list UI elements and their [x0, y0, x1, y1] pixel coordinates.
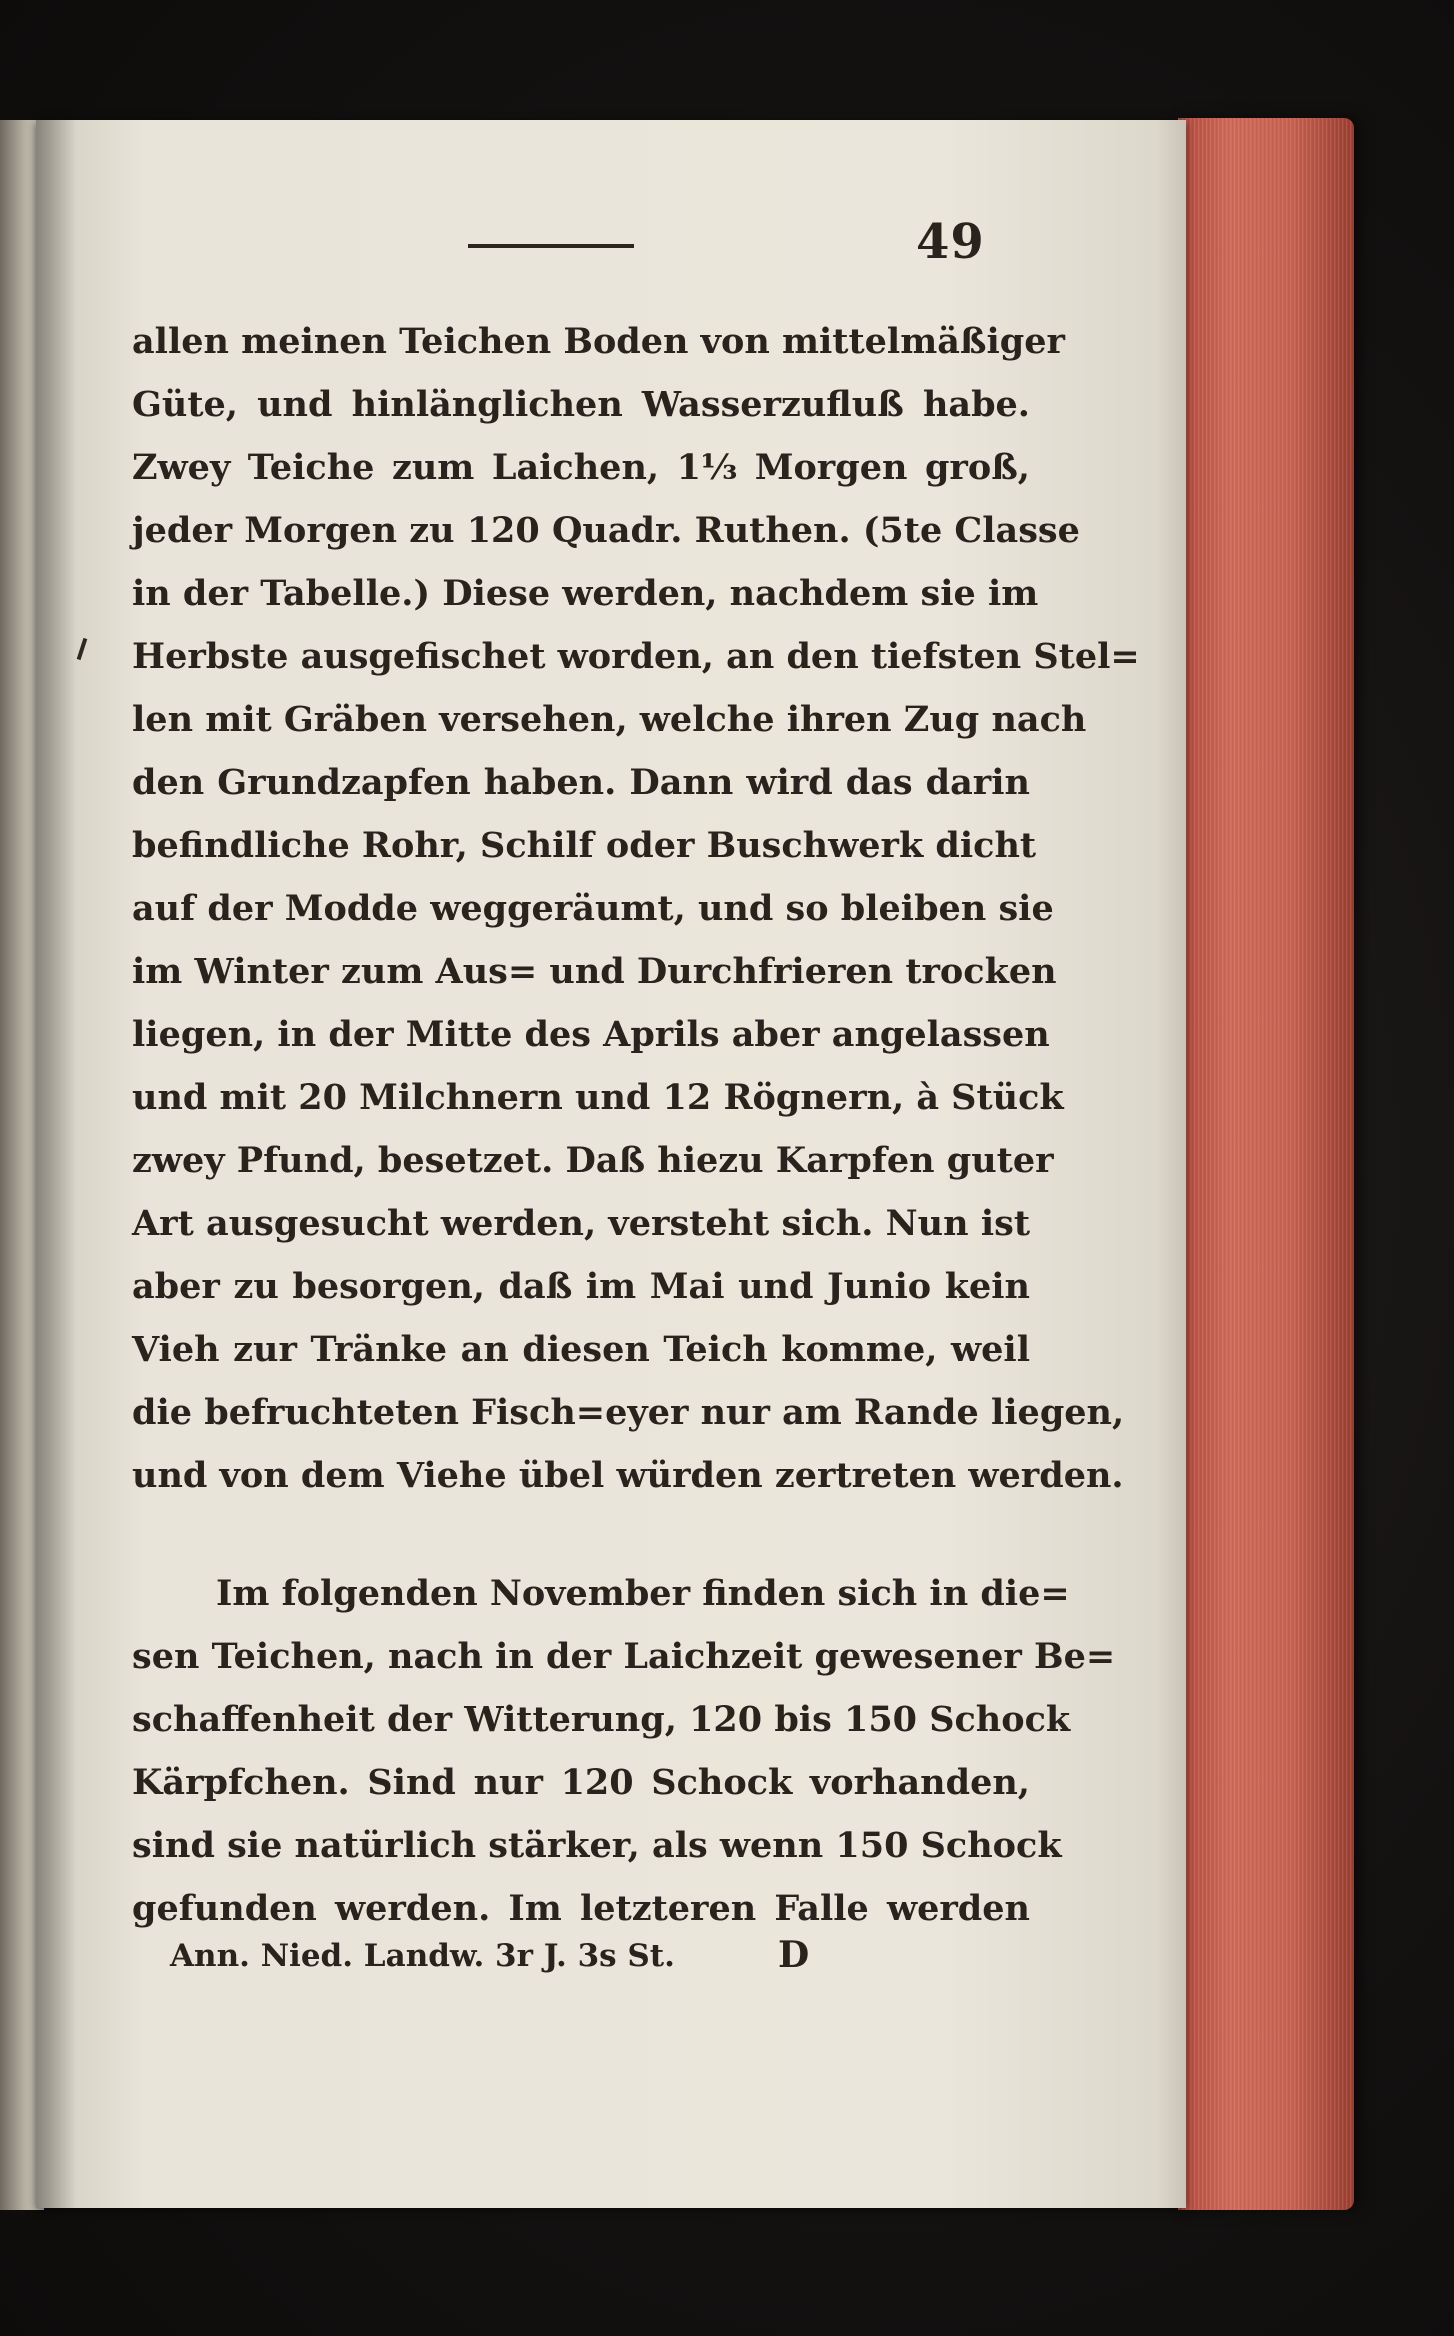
text-line: und von dem Viehe übel würden zertreten werden.	[132, 1455, 1124, 1496]
red-page-edges	[1178, 118, 1354, 2210]
book-page	[36, 120, 1186, 2208]
text-line: befindliche Rohr, Schilf oder Buschwerk dicht	[132, 825, 1037, 866]
text-line: allen meinen Teichen Boden von mittelmäßiger	[132, 321, 1065, 362]
text-line: Zwey Teiche zum Laichen, 1⅓ Morgen groß,	[132, 447, 1030, 488]
page-number: 49	[916, 214, 985, 270]
body-text	[132, 310, 1140, 1940]
text-line: Im folgenden November finden sich in die=	[216, 1573, 1070, 1614]
margin-mark	[77, 638, 88, 660]
text-line: gefunden werden. Im letzteren Falle werden	[132, 1888, 1030, 1929]
paragraph-gap	[132, 1507, 1030, 1562]
text-line: Herbste ausgefischet worden, an den tiefsten Stel=	[132, 636, 1140, 677]
text-line: zwey Pfund, besetzet. Daß hiezu Karpfen guter	[132, 1140, 1054, 1181]
footer-signature-line: Ann. Nied. Landw. 3r J. 3s St.	[170, 1938, 675, 1974]
gathering-signature: D	[778, 1934, 810, 1976]
text-line: jeder Morgen zu 120 Quadr. Ruthen. (5te Classe	[132, 510, 1080, 551]
text-line: auf der Modde weggeräumt, und so bleiben sie	[132, 888, 1054, 929]
text-line: im Winter zum Aus= und Durchfrieren trocken	[132, 951, 1057, 992]
text-line: sind sie natürlich stärker, als wenn 150 Schock	[132, 1825, 1062, 1866]
text-line: und mit 20 Milchnern und 12 Rögnern, à Stück	[132, 1077, 1064, 1118]
text-line: liegen, in der Mitte des Aprils aber angelassen	[132, 1014, 1050, 1055]
text-line: die befruchteten Fisch=eyer nur am Rande liegen,	[132, 1392, 1125, 1433]
text-line: den Grundzapfen haben. Dann wird das darin	[132, 762, 1030, 803]
text-line: len mit Gräben versehen, welche ihren Zug nach	[132, 699, 1087, 740]
paragraph-2	[132, 1562, 1116, 1940]
text-line: Art ausgesucht werden, versteht sich. Nun ist	[132, 1203, 1030, 1244]
gutter-shadow	[36, 120, 76, 2208]
text-line: aber zu besorgen, daß im Mai und Junio kein	[132, 1266, 1030, 1307]
text-line: Vieh zur Tränke an diesen Teich komme, weil	[132, 1329, 1030, 1370]
paragraph-1	[132, 310, 1140, 1507]
text-line: schaffenheit der Witterung, 120 bis 150 Schock	[132, 1699, 1071, 1740]
text-line: sen Teichen, nach in der Laichzeit gewesener Be=	[132, 1636, 1116, 1677]
header-rule	[468, 244, 634, 248]
text-line: in der Tabelle.) Diese werden, nachdem sie im	[132, 573, 1039, 614]
text-line: Güte, und hinlänglichen Wasserzufluß habe.	[132, 384, 1030, 425]
text-line: Kärpfchen. Sind nur 120 Schock vorhanden,	[132, 1762, 1030, 1803]
